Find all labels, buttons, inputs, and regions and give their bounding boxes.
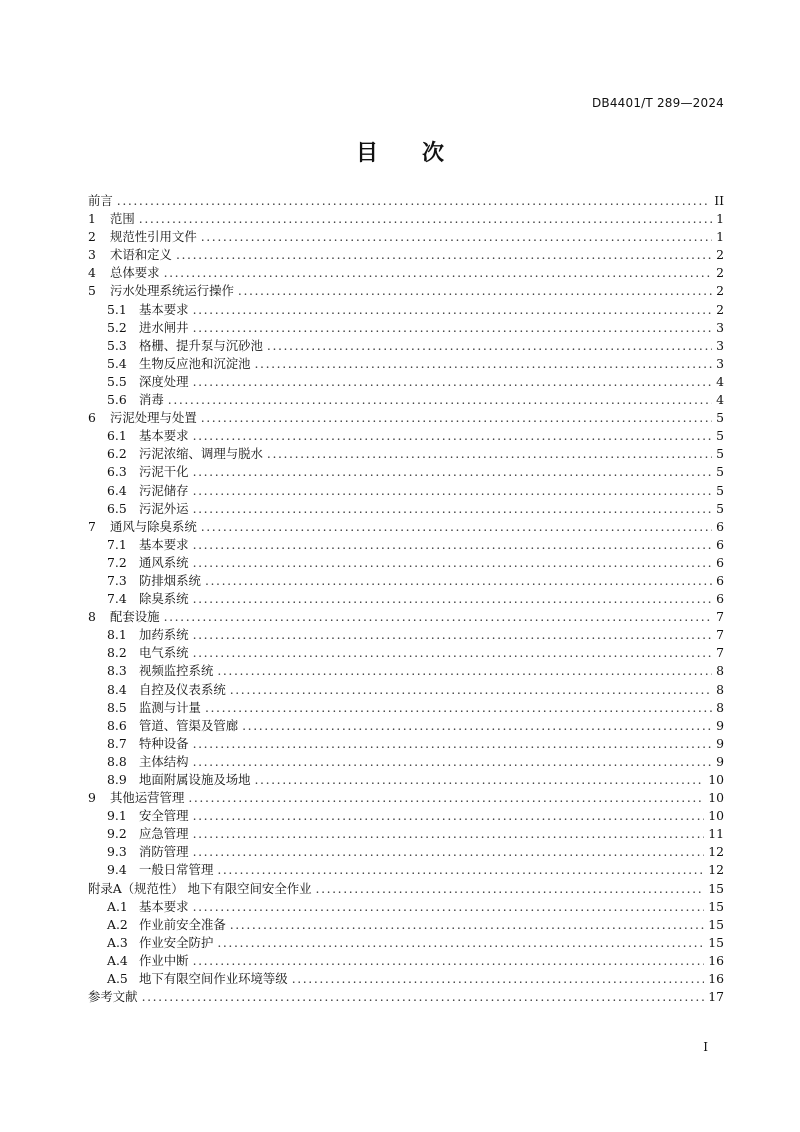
toc-entry-title: 电气系统 [139,645,189,661]
toc-entry-title: 特种设备 [139,735,189,751]
toc-entry-page: 5 [716,446,724,462]
toc-entry-page: 10 [708,790,724,806]
toc-leader-dots [164,264,712,282]
toc-entry[interactable] [88,843,724,861]
toc-entry-number: 9.4 [107,862,127,878]
toc-entry-number: 5 [88,283,96,299]
toc-entry-number: 7.1 [107,536,127,552]
toc-entry-title: 主体结构 [139,753,189,769]
toc-leader-dots [193,644,712,662]
toc-entry[interactable] [88,644,724,662]
toc-entry-title: 作业前安全准备 [139,916,226,932]
toc-leader-dots [193,735,712,753]
toc-entry-number: 5.4 [107,355,127,371]
toc-entry-page: 8 [716,663,724,679]
toc-entry-number: 8 [88,609,96,625]
toc-entry-page: 15 [708,898,724,914]
toc-entry-title: 规范性引用文件 [110,229,197,245]
toc-leader-dots [176,246,712,264]
toc-entry-page: 1 [716,211,724,227]
toc-entry-page: 8 [716,699,724,715]
toc-leader-dots [193,590,712,608]
toc-entry-title: 参考文献 [88,989,138,1005]
toc-entry-page: 15 [708,916,724,932]
toc-entry[interactable] [88,898,724,916]
toc-leader-dots [193,554,712,572]
toc-leader-dots [267,445,712,463]
toc-leader-dots [193,536,712,554]
toc-leader-dots [217,934,704,952]
toc-entry-number: 6.1 [107,428,127,444]
toc-entry-number: 8.5 [107,699,127,715]
toc-entry-title: 范围 [110,211,135,227]
toc-entry-number: 7.3 [107,572,127,588]
toc-entry-title: 基本要求 [139,536,189,552]
toc-entry-page: 2 [716,283,724,299]
toc-entry-page: II [714,193,724,208]
toc-entry[interactable] [88,807,724,825]
toc-entry-number: 5.6 [107,392,127,408]
toc-entry-page: 2 [716,247,724,263]
toc-leader-dots [142,988,705,1006]
toc-entry-page: 6 [716,536,724,552]
toc-leader-dots [255,771,705,789]
toc-leader-dots [193,373,712,391]
toc-entry-page: 2 [716,301,724,317]
document-code: DB4401/T 289—2024 [591,96,724,110]
toc-entry-title: 基本要求 [139,898,189,914]
toc-entry-title: 自控及仪表系统 [139,681,226,697]
toc-entry[interactable] [88,590,724,608]
page-number: I [703,1040,708,1054]
toc-entry-page: 2 [716,265,724,281]
toc-leader-dots [193,482,712,500]
toc-entry-number: 9.2 [107,826,127,842]
toc-entry-page: 7 [716,627,724,643]
toc-entry-page: 16 [708,952,724,968]
toc-entry-title: 污泥储存 [139,482,189,498]
toc-entry[interactable] [88,572,724,590]
toc-entry[interactable] [88,861,724,879]
toc-entry-title: 其他运营管理 [110,790,185,806]
toc-entry-number: 7.2 [107,554,127,570]
toc-leader-dots [193,500,712,518]
toc-entry-number: 5.2 [107,319,127,335]
toc-entry-title: 视频监控系统 [139,663,214,679]
toc-entry-number: 8.1 [107,627,127,643]
toc-entry-title: 污泥浓缩、调理与脱水 [139,446,263,462]
toc-entry[interactable] [88,500,724,518]
toc-leader-dots [316,880,705,898]
toc-entry-page: 6 [716,518,724,534]
toc-entry[interactable] [88,282,724,300]
toc-entry-title: 安全管理 [139,808,189,824]
toc-leader-dots [193,319,712,337]
toc-leader-dots [193,463,712,481]
toc-leader-dots [205,699,712,717]
toc-entry-page: 10 [708,772,724,787]
toc-entry-title: 污泥处理与处置 [110,410,197,426]
toc-leader-dots [193,753,712,771]
toc-entry-number: 9.3 [107,844,127,860]
toc-entry[interactable] [88,662,724,680]
toc-entry-page: 6 [716,572,724,588]
toc-entry-page: 12 [708,862,724,878]
toc-entry-title: 附录A（规范性） 地下有限空间安全作业 [88,880,312,896]
toc-leader-dots [193,952,705,970]
toc-leader-dots [205,572,712,590]
toc-entry-title: 防排烟系统 [139,572,201,588]
toc-entry-title: 基本要求 [139,428,189,444]
toc-entry-page: 16 [708,971,724,987]
toc-entry[interactable] [88,608,724,626]
toc-entry[interactable] [88,246,724,264]
toc-entry-title: 加药系统 [139,627,189,643]
toc-entry-title: 管道、管渠及管廊 [139,717,239,733]
toc-entry-title: 术语和定义 [110,247,172,263]
toc-entry[interactable] [88,536,724,554]
toc-entry-page: 3 [716,337,724,353]
toc-entry-page: 7 [716,609,724,625]
toc-entry-page: 6 [716,591,724,607]
toc-leader-dots [139,210,712,228]
toc-entry-title: 通风与除臭系统 [110,518,197,534]
toc-entry-number: 8.2 [107,645,127,661]
toc-entry-number: 5.3 [107,337,127,353]
toc-entry-number: A.1 [107,898,128,914]
toc-leader-dots [292,970,705,988]
toc-entry-title: 生物反应池和沉淀池 [139,355,251,371]
table-of-contents [88,192,724,1006]
toc-entry-title: 深度处理 [139,373,189,389]
toc-entry-number: 6.3 [107,464,127,480]
toc-entry[interactable] [88,355,724,373]
toc-entry-title: 通风系统 [139,554,189,570]
toc-entry-number: 8.9 [107,772,127,787]
toc-entry-number: 3 [88,247,96,263]
toc-entry[interactable] [88,554,724,572]
toc-leader-dots [230,916,704,934]
toc-entry-page: 8 [716,681,724,697]
toc-entry-number: 8.3 [107,663,127,679]
toc-entry-number: 9 [88,790,96,806]
toc-entry[interactable] [88,681,724,699]
toc-entry-title: 污水处理系统运行操作 [110,283,234,299]
toc-entry[interactable] [88,952,724,970]
toc-entry-title: 基本要求 [139,301,189,317]
toc-entry-page: 9 [716,753,724,769]
toc-entry-number: 4 [88,265,96,281]
toc-entry-page: 4 [716,373,724,389]
toc-entry-title: 污泥外运 [139,500,189,516]
toc-leader-dots [168,391,712,409]
toc-entry-number: 8.6 [107,717,127,733]
toc-entry[interactable] [88,192,724,210]
toc-entry[interactable] [88,771,724,789]
toc-entry-number: 8.4 [107,681,127,697]
toc-entry-number: 6.4 [107,482,127,498]
toc-entry[interactable] [88,825,724,843]
toc-entry-title: 总体要求 [110,265,160,281]
toc-entry-number: 8.7 [107,735,127,751]
toc-entry-number: A.2 [107,916,128,932]
toc-entry-title: 作业安全防护 [139,934,214,950]
toc-entry[interactable] [88,319,724,337]
toc-entry-title: 除臭系统 [139,591,189,607]
toc-entry-title: 监测与计量 [139,699,201,715]
toc-entry[interactable] [88,789,724,807]
toc-entry[interactable] [88,934,724,952]
toc-entry-number: 7 [88,518,96,534]
toc-entry[interactable] [88,518,724,536]
toc-entry-page: 4 [716,392,724,408]
toc-leader-dots [193,427,712,445]
toc-entry[interactable] [88,391,724,409]
toc-leader-dots [201,518,712,536]
title-char-1: 目 [355,141,378,166]
toc-entry-page: 5 [716,410,724,426]
toc-leader-dots [164,608,712,626]
toc-leader-dots [193,807,705,825]
toc-entry[interactable] [88,445,724,463]
toc-entry-title: 进水闸井 [139,319,189,335]
toc-entry-title: 地下有限空间作业环境等级 [139,971,288,987]
toc-leader-dots [255,355,712,373]
toc-leader-dots [117,192,710,210]
toc-entry-title: 一般日常管理 [139,862,214,878]
toc-entry-number: 2 [88,229,96,245]
toc-entry-page: 5 [716,464,724,480]
toc-leader-dots [193,843,705,861]
toc-entry-page: 15 [708,880,724,896]
toc-entry-title: 作业中断 [139,952,189,968]
toc-entry-number: 5.5 [107,373,127,389]
toc-entry[interactable] [88,373,724,391]
toc-entry[interactable] [88,210,724,228]
toc-leader-dots [193,825,705,843]
toc-entry[interactable] [88,463,724,481]
toc-leader-dots [267,337,712,355]
toc-entry-page: 12 [708,844,724,860]
toc-entry-number: 9.1 [107,808,127,824]
toc-entry-title: 前言 [88,193,113,208]
toc-entry[interactable] [88,228,724,246]
toc-entry-page: 9 [716,717,724,733]
toc-entry-number: 6 [88,410,96,426]
toc-entry[interactable] [88,717,724,735]
toc-entry-number: 1 [88,211,96,227]
toc-leader-dots [238,282,712,300]
toc-entry[interactable] [88,409,724,427]
toc-entry-page: 10 [708,808,724,824]
toc-entry-page: 9 [716,735,724,751]
toc-entry-page: 5 [716,428,724,444]
toc-entry-page: 5 [716,500,724,516]
toc-entry-number: 6.5 [107,500,127,516]
toc-entry[interactable] [88,970,724,988]
toc-entry-page: 11 [708,826,724,842]
toc-entry-page: 15 [708,934,724,950]
title-char-2: 次 [422,141,445,166]
toc-leader-dots [242,717,712,735]
toc-leader-dots [193,301,712,319]
toc-leader-dots [193,626,712,644]
toc-entry-page: 17 [708,989,724,1005]
page-title [0,136,800,167]
toc-entry[interactable] [88,916,724,934]
toc-leader-dots [193,898,705,916]
toc-entry[interactable] [88,753,724,771]
toc-entry[interactable] [88,482,724,500]
toc-entry-number: 7.4 [107,591,127,607]
toc-entry-number: A.3 [107,934,128,950]
toc-entry-number: 6.2 [107,446,127,462]
toc-entry-page: 1 [716,229,724,245]
toc-entry-page: 3 [716,355,724,371]
toc-entry-page: 5 [716,482,724,498]
toc-entry-number: A.4 [107,952,128,968]
toc-leader-dots [230,681,712,699]
toc-entry-title: 污泥干化 [139,464,189,480]
toc-entry-number: A.5 [107,971,128,987]
toc-entry[interactable] [88,427,724,445]
toc-leader-dots [188,789,704,807]
toc-entry-number: 8.8 [107,753,127,769]
toc-leader-dots [201,409,712,427]
toc-leader-dots [217,861,704,879]
toc-entry-title: 应急管理 [139,826,189,842]
toc-entry[interactable] [88,735,724,753]
toc-entry[interactable] [88,699,724,717]
toc-entry-page: 6 [716,554,724,570]
toc-leader-dots [201,228,712,246]
toc-entry-number: 5.1 [107,301,127,317]
toc-entry-page: 7 [716,645,724,661]
toc-entry-title: 地面附属设施及场地 [139,772,251,787]
toc-entry[interactable] [88,880,724,898]
toc-leader-dots [217,662,712,680]
toc-entry-title: 配套设施 [110,609,160,625]
toc-entry-page: 3 [716,319,724,335]
toc-entry[interactable] [88,626,724,644]
toc-entry-title: 格栅、提升泵与沉砂池 [139,337,263,353]
toc-entry[interactable] [88,337,724,355]
toc-entry[interactable] [88,264,724,282]
toc-entry-title: 消毒 [139,392,164,408]
toc-entry[interactable] [88,301,724,319]
toc-entry[interactable] [88,988,724,1006]
toc-entry-title: 消防管理 [139,844,189,860]
